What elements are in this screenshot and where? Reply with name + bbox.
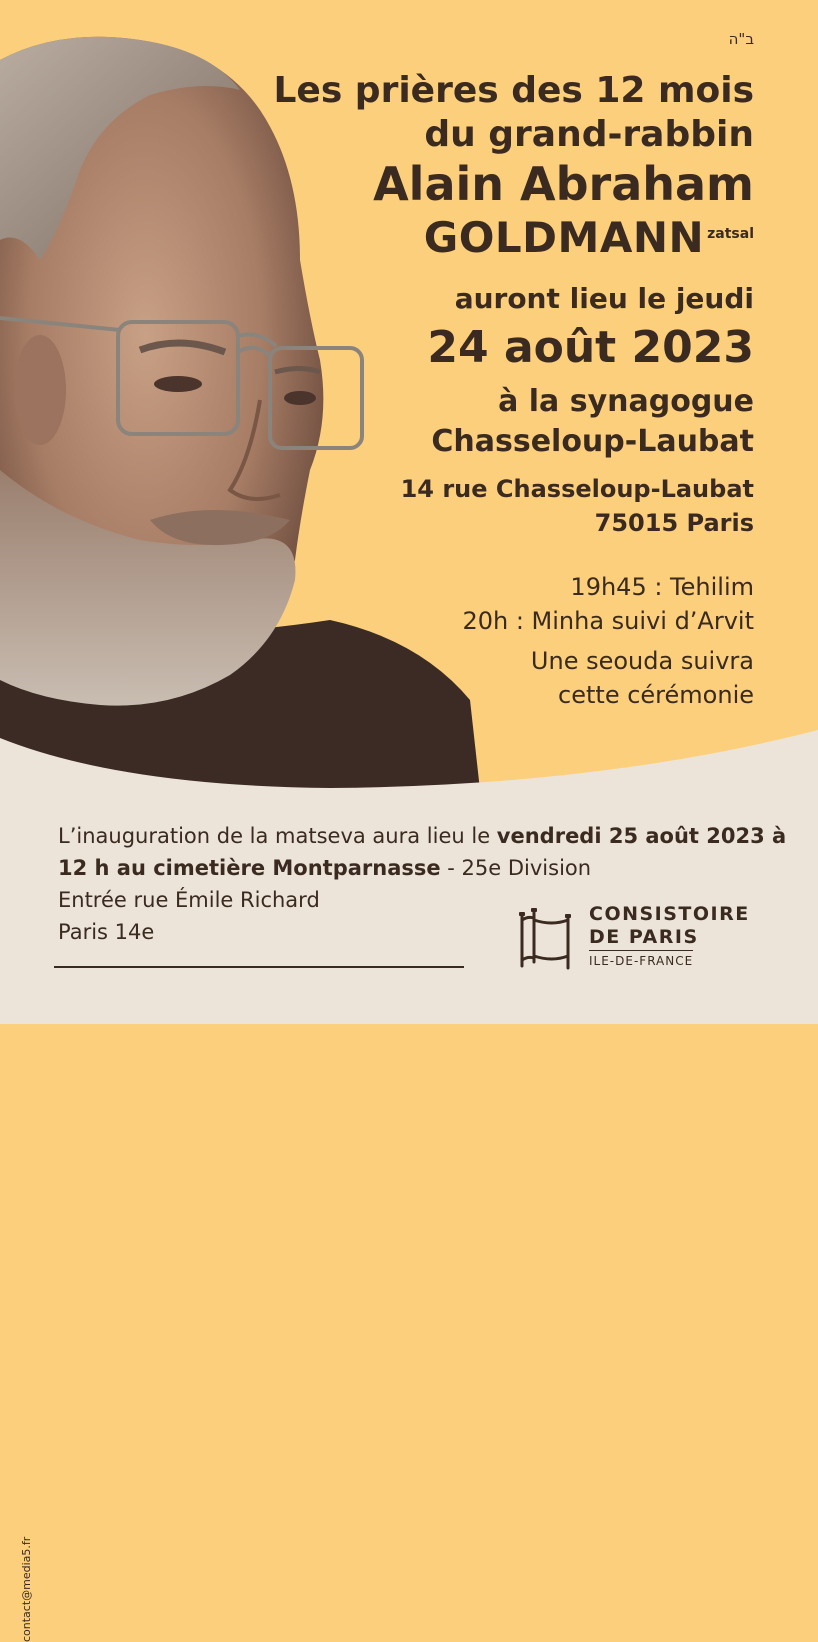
address-line-2: 75015 Paris <box>594 509 754 537</box>
rabbi-name-line-1: Alain Abraham <box>373 157 754 211</box>
venue-name: Chasseloup-Laubat <box>431 424 754 459</box>
credit-email[interactable]: contact@media5.fr <box>20 1536 33 1642</box>
inauguration-entrance: Entrée rue Émile Richard <box>58 888 320 912</box>
venue-intro: à la synagogue <box>498 384 754 419</box>
hebrew-mark: ב"ה <box>728 30 754 48</box>
schedule-item: 19h45 : Tehilim <box>570 573 754 601</box>
divider-rule <box>54 966 464 968</box>
logo-line-1: CONSISTOIRE <box>589 903 750 925</box>
inauguration-part-1: L’inauguration de la matseva aura lieu le <box>58 824 497 848</box>
schedule-item: Une seouda suivra <box>530 647 754 675</box>
schedule-item: 20h : Minha suivi d’Arvit <box>462 607 754 635</box>
inauguration-line <box>58 820 798 884</box>
schedule-item: cette cérémonie <box>558 681 754 709</box>
rabbi-surname-line <box>424 214 754 262</box>
inauguration-city: Paris 14e <box>58 920 155 944</box>
rabbi-surname: GOLDMANN <box>423 213 705 262</box>
event-date: 24 août 2023 <box>427 322 754 373</box>
title-line-2: du grand-rabbin <box>424 114 754 155</box>
honorific: zatsal <box>707 226 754 242</box>
torah-scroll-icon <box>512 906 578 972</box>
date-intro: auront lieu le jeudi <box>454 282 754 315</box>
inauguration-part-3: - 25e Division <box>440 856 592 880</box>
inauguration-bold: vendredi 25 août 2023 à 12 h au cimetière Montparnasse <box>58 824 787 880</box>
consistoire-logo <box>589 902 750 970</box>
logo-line-3: ILE-DE-FRANCE <box>589 950 693 970</box>
address-line-1: 14 rue Chasseloup-Laubat <box>400 475 754 503</box>
logo-line-2: DE PARIS <box>589 926 699 948</box>
title-line-1: Les prières des 12 mois <box>273 70 754 111</box>
